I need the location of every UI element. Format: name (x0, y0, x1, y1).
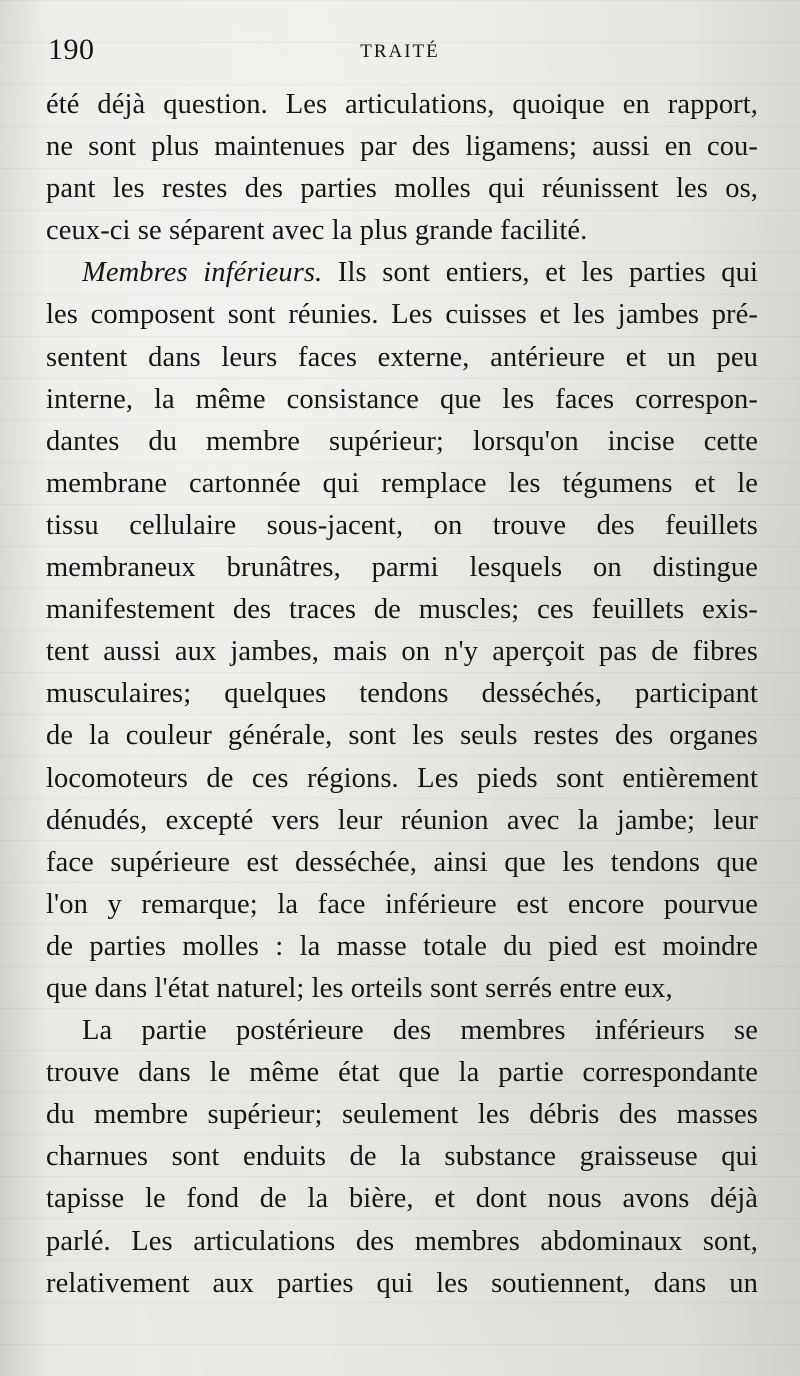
text-line: membraneux brunâtres, parmi lesquels on distingue (46, 552, 758, 584)
body-text (46, 84, 758, 1305)
text-line: parlé. Les articulations des membres abdominaux sont, (46, 1225, 758, 1257)
section-heading-membres-inferieurs: Membres inférieurs. (82, 257, 323, 289)
text-line: ceux-ci se séparent avec la plus grande facilité. (46, 215, 588, 247)
text-line: été déjà question. Les articulations, quoique en rapport, (46, 89, 758, 120)
text-line (46, 252, 758, 294)
text-line: manifestement des traces de muscles; ces feuillets exis- (46, 594, 758, 626)
text-line: interne, la même consistance que les faces correspon- (46, 383, 758, 415)
text-line: locomoteurs de ces régions. Les pieds sont entièrement (46, 762, 758, 794)
paragraph-1-end (46, 210, 758, 252)
text-line: relativement aux parties qui les soutiennent, dans un (46, 1267, 758, 1299)
text-line: La partie postérieure des membres inférieurs se (82, 1015, 758, 1047)
text-line: sentent dans leurs faces externe, antérieure et un peu (46, 341, 758, 373)
text-line: que dans l'état naturel; les orteils sont serrés entre eux, (46, 972, 673, 1004)
text-line: de parties molles : la masse totale du pied est moindre (46, 930, 758, 962)
paragraph-2-end (46, 968, 758, 1010)
text-line: face supérieure est desséchée, ainsi que les tendons que (46, 846, 758, 878)
text-line: du membre supérieur; seulement les débris des masses (46, 1099, 758, 1131)
text-line: charnues sont enduits de la substance graisseuse qui (46, 1141, 758, 1173)
page-number: 190 (48, 33, 95, 66)
text-line-rest: Ils sont entiers, et les parties qui (322, 257, 758, 289)
text-line: l'on y remarque; la face inférieure est encore pourvue (46, 888, 758, 920)
text-line: trouve dans le même état que la partie correspondante (46, 1057, 758, 1089)
text-line: dénudés, excepté vers leur réunion avec la jambe; leur (46, 804, 758, 836)
text-line: musculaires; quelques tendons desséchés, participant (46, 678, 758, 710)
text-line: tent aussi aux jambes, mais on n'y aperçoit pas de fibres (46, 636, 758, 668)
text-line: pant les restes des parties molles qui réunissent les os, (46, 173, 758, 205)
paragraph-3 (46, 1010, 758, 1305)
text-line: membrane cartonnée qui remplace les tégumens et le (46, 467, 758, 499)
text-line: les composent sont réunies. Les cuisses et les jambes pré- (46, 299, 758, 331)
text-line: tissu cellulaire sous-jacent, on trouve des feuillets (46, 509, 758, 541)
paragraph-2 (46, 252, 758, 968)
paragraph-1 (46, 84, 758, 210)
text-line: dantes du membre supérieur; lorsqu'on incise cette (46, 425, 758, 457)
text-line: tapisse le fond de la bière, et dont nous avons déjà (46, 1183, 758, 1215)
page-header (48, 30, 752, 70)
running-title: TRAITÉ (360, 41, 440, 62)
text-line: ne sont plus maintenues par des ligamens; aussi en cou- (46, 131, 758, 163)
text-line: de la couleur générale, sont les seuls restes des organes (46, 720, 758, 752)
